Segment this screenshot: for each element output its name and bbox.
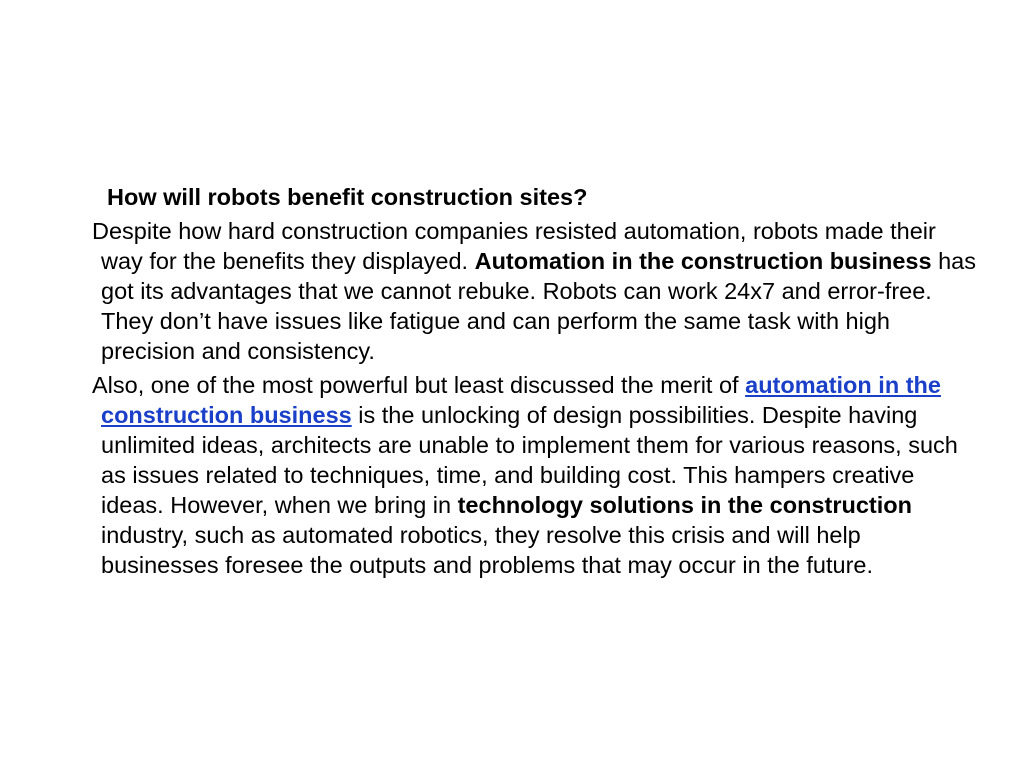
paragraph-1-text-a: Despite how hard construction companies resisted automation, robots made their way for the benefits they displayed. (92, 218, 936, 274)
paragraph-2-bold-phrase: technology solutions in the construction (457, 492, 912, 518)
paragraph-2-text-c: industry, such as automated robotics, they resolve this crisis and will help businesses foresee the outputs and problems that may occur in the future. (101, 522, 874, 578)
paragraph-1 (92, 216, 981, 366)
automation-link[interactable]: automation in the construction business (101, 372, 941, 428)
paragraph-1-bold-phrase: Automation in the construction business (474, 248, 932, 274)
paragraph-2 (92, 370, 981, 580)
heading: How will robots benefit construction sites? (107, 184, 588, 210)
paragraph-1-text-b: has got its advantages that we cannot rebuke. Robots can work 24x7 and error-free. They don’t have issues like fatigue and can perform the same task with high precision and consistency. (101, 248, 976, 364)
paragraph-2-text-b: is the unlocking of design possibilities. Despite having unlimited ideas, architects are unable to implement them for various reasons, such as issues related to techniques, time, and building cost. This hampers creative ideas. However, when we bring in (101, 402, 958, 518)
text-body (92, 182, 981, 584)
paragraph-2-text-a: Also, one of the most powerful but least discussed the merit of (92, 372, 746, 398)
